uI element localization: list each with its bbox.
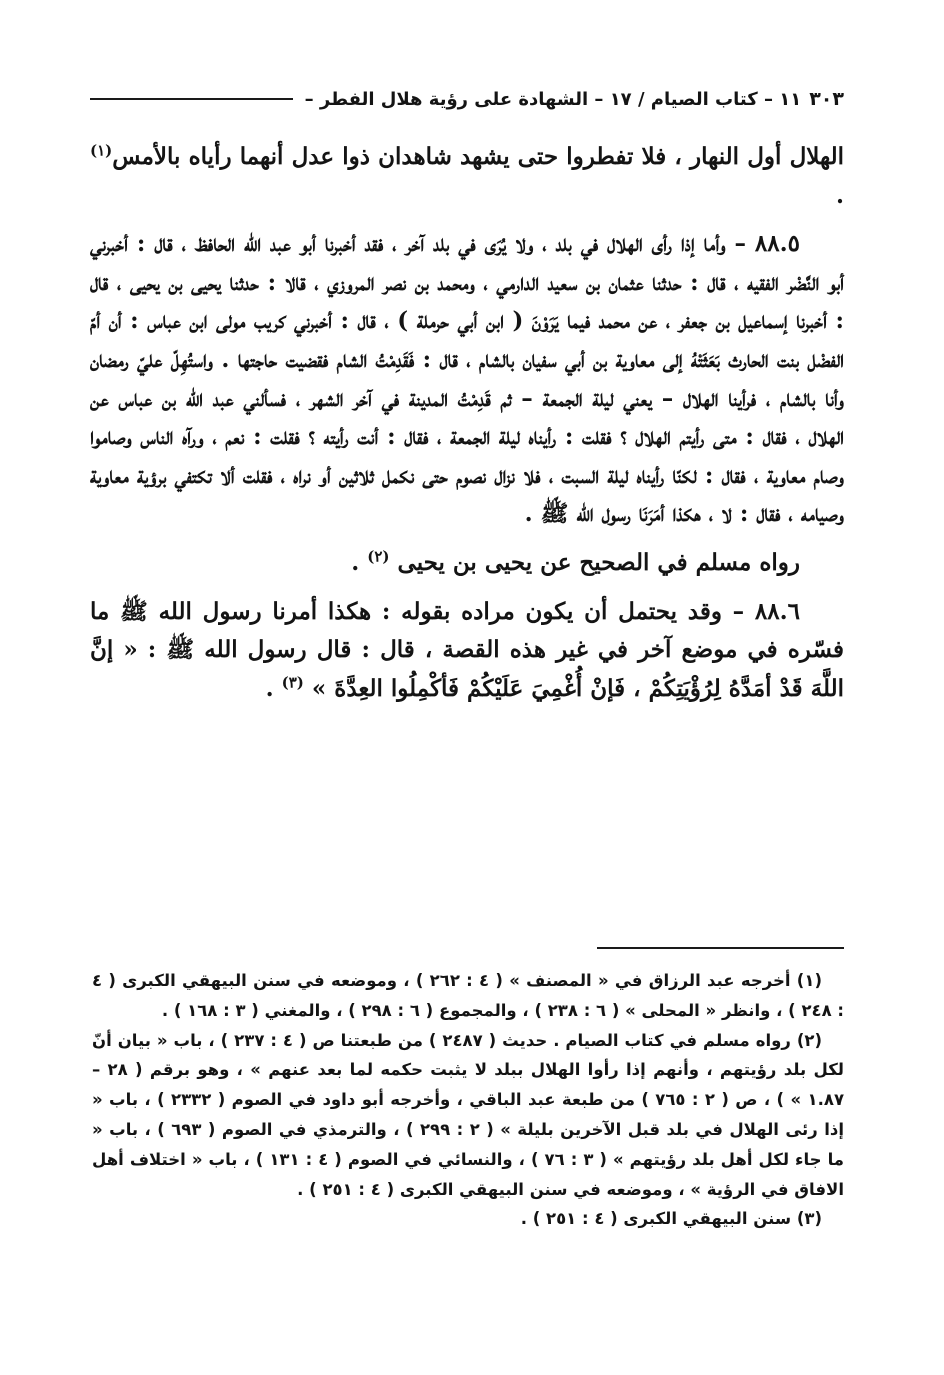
paragraph-1-text: الهلال أول النهار ، فلا تفطروا حتى يشهد شاهدان ذوا عدل أنهما رأياه بالأمس: [112, 143, 844, 170]
footnote-ref-1: (١): [90, 141, 113, 160]
footnote-1: (١) أخرجه عبد الرزاق في « المصنف » ( ٤ : ٢٦٢ ) ، وموضعه في سنن البيهقي الكبرى ( ٤ : ٢٤٨ ) ، وانظر « المحلى » ( ٦ : ٢٣٨ ) ، والمجموع ( ٦ : ٢٩٨ ) ، والمغني ( ٣ : ١٦٨ ) .: [92, 971, 844, 1020]
paragraph-muslim-note: [90, 544, 844, 583]
paragraph-4-end: .: [265, 674, 274, 702]
footnote-separator: [597, 947, 844, 949]
main-text: [90, 138, 844, 718]
running-title: ١١ – كتاب الصيام / ١٧ – الشهادة على رؤية هلال الفطر –: [304, 88, 802, 110]
paragraph-hadith-5089: [90, 593, 844, 709]
paragraph-3-text: رواه مسلم في الصحيح عن يحيى بن يحيى: [397, 548, 800, 576]
paragraph-3-end: .: [351, 548, 360, 576]
footnote-2: (٢) رواه مسلم في كتاب الصيام . حديث ( ٢٤٨٧ ) من طبعتنا ص ( ٤ : ٢٣٧ ) ، باب « بيان أنّ لكل بلد رؤيتهم ، وأنهم إذا رأوا الهلال ببلد لا يثبت حكمه لما بعد عنهم » ، وهو برقم ( ٢٨ – ١.٨٧ » ) ، ص ( ٢ : ٧٦٥ ) من طبعة عبد الباقي ، وأخرجه أبو داود في الصوم ( ٢٣٣٢ ) ، باب « إذا رئى الهلال في بلد قبل الآخرين بليلة » ( ٢ : ٢٩٩ ) ، والترمذي في الصوم ( ٦٩٣ ) ، باب « ما جاء لكل أهل بلد رؤيتهم » ( ٣ : ٧٦ ) ، والنسائي في الصوم ( ٤ : ١٣١ ) ، باب « اختلاف أهل الافاق في الرؤية » ، وموضعه في سنن البيهقي الكبرى ( ٤ : ٢٥١ ) .: [92, 1030, 845, 1199]
paragraph-hadith-5088: [90, 225, 844, 534]
header-rule: [90, 98, 293, 100]
paragraph-2-text: ٨٨.٥ – وأما إذا رأى الهلال في بلد ، ولا يُرَى في بلد آخر ، فقد أخبرنا أبو عبد الله الحافظ ، قال : أخبرني أبو النَّضْر الفقيه ، قال : حدثنا عثمان بن سعيد الدارمي ، ومحمد بن نصر المروزي ، قالا : حدثنا يحيى بن يحيى ، قال : أخبرنا إسماعيل بن جعفر ، عن محمد فيما يَرَوْنَ ( ابن أبي حرملة ) ، قال : أخبرني كريب مولى ابن عباس : أن أمّ الفضْل بنت الحارث بَعَثَتْهُ إلى معاوية بن أبي سفيان بالشام ، قال : فَقَدِمْتُ الشام فقضيت حاجتها . واستُهِلّ عليّ رمضان وأنا بالشام ، فرأينا الهلال – يعني ليلة الجمعة – ثم قَدِمْتُ المدينة في آخر الشهر ، فسألني عبد الله بن عباس عن الهلال ، فقال : متى رأيتم الهلال ؟ فقلت : رأيناه ليلة الجمعة ، فقال : أنت رأيته ؟ فقلت : نعم ، ورآه الناس وصاموا وصام معاوية ، فقال : لكنّا رأيناه ليلة السبت ، فلا نزال نصوم حتى نكمل ثلاثين أو نراه ، فقلت ألا تكتفي برؤية معاوية وصيامه ، فقال : لا ، هكذا أمَرَنَا رسول الله ﷺ .: [90, 230, 844, 528]
paragraph-4-text: ٨٨.٦ – وقد يحتمل أن يكون مراده بقوله : هكذا أمرنا رسول الله ﷺ ما فسّره في موضع آخر في غير هذه القصة ، قال : قال رسول الله ﷺ : « إنَّ اللَّهَ قَدْ أمَدَّهُ لِرُؤْيَتِكُمْ ، فَإنْ أُغْمِيَ عَلَيْكُمْ فَأكْمِلُوا العِدَّةَ »: [90, 597, 844, 702]
footnote-ref-2: (٢): [367, 547, 390, 566]
paragraph-1: [90, 138, 844, 215]
paragraph-1-end: .: [835, 181, 844, 209]
footnotes: [92, 966, 844, 1234]
footnote-ref-3: (٣): [281, 673, 304, 692]
page-number: ٣٠٣: [809, 88, 844, 110]
footnote-3: (٣) سنن البيهقي الكبرى ( ٤ : ٢٥١ ) .: [520, 1209, 822, 1229]
running-header: [90, 82, 844, 116]
